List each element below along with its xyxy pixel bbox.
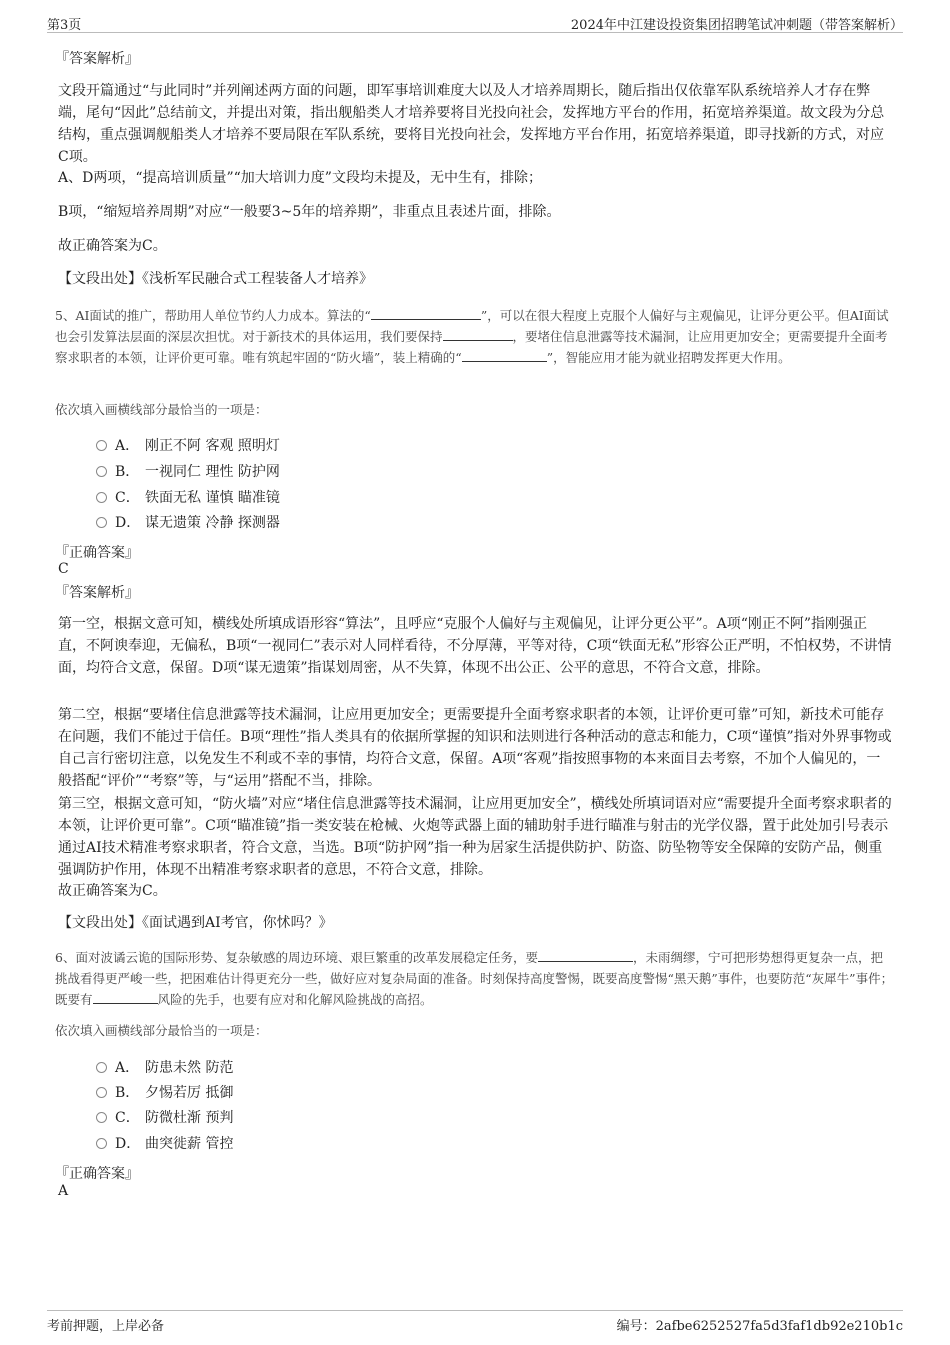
radio-icon[interactable] [96,1062,107,1073]
option-c[interactable] [96,488,280,508]
source-citation: 【文段出处】《浅析军民融合式工程装备人才培养》 [58,271,373,287]
fill-blank [538,949,633,962]
option-text: 铁面无私 谨慎 瞄准镜 [145,490,280,506]
document-id: 编号：2afbe6252527fa5d3faf1db92e210b1c [616,1319,903,1334]
option-d[interactable] [96,513,280,533]
analysis-paragraph: 文段开篇通过“与此同时”并列阐述两方面的问题，即军事培训难度大以及人才培养周期长，随后指出仅依靠军队系统培养人才存在弊端，尾句“因此”总结前文，并提出对策，指出舰船类人才培养要将目光投向社会，发挥地方平台的作用，拓宽培养渠道。故文段为分总结构，重点强调舰船类人才培养不要局限在军队系统，要将目光投向社会，发挥地方平台作用，拓宽培养渠道，即寻找新的方式，对应C项。 [58,83,885,165]
question-text-part: ”，智能应用才能为就业招聘发挥更大作用。 [546,350,791,365]
question-text-part: 风险的先手，也要有应对和化解风险挑战的高招。 [157,992,433,1007]
answer-label: 『正确答案』 [55,545,139,561]
option-text: 夕惕若厉 抵御 [145,1085,234,1101]
analysis-conclusion: 故正确答案为C。 [58,238,167,254]
option-c[interactable] [96,1108,233,1128]
option-text: 谋无遗策 冷静 探测器 [145,515,280,531]
footer-slogan: 考前押题，上岸必备 [47,1319,165,1334]
radio-icon[interactable] [96,517,107,528]
page-number: 第3页 [47,18,82,33]
option-letter: D． [115,515,141,531]
radio-icon[interactable] [96,492,107,503]
radio-icon[interactable] [96,1138,107,1149]
correct-answer: C [58,561,69,577]
option-letter: A． [115,438,140,454]
question-prompt: 依次填入画横线部分最恰当的一项是： [55,1023,268,1038]
fill-blank [462,349,547,362]
option-text: 刚正不阿 客观 照明灯 [145,438,280,454]
option-b[interactable] [96,1083,233,1103]
radio-icon[interactable] [96,1087,107,1098]
analysis-label: 『答案解析』 [55,51,139,67]
radio-icon[interactable] [96,466,107,477]
analysis-label: 『答案解析』 [55,585,139,601]
question-text-part: 6、面对波谲云诡的国际形势、复杂敏感的周边环境、艰巨繁重的改革发展稳定任务，要 [55,950,538,965]
option-letter: A． [115,1060,140,1076]
option-d[interactable] [96,1134,233,1154]
correct-answer: A [58,1183,69,1199]
question-6-text [55,947,895,1010]
analysis-paragraph: 第二空，根据“要堵住信息泄露等技术漏洞，让应用更加安全；更需要提升全面考察求职者的本领，让评价更可靠”可知，新技术可能存在问题，我们不能过于信任。B项“理性”指人类具有的依据所掌握的知识和法则进行各种活动的意志和能力，C项“谨慎”指对外界事物或自己言行密切注意，以免发生不利或不幸的事情，均符合文意，保留。A项“客观”指按照事物的本来面目去考察，不加个人偏见的，一般搭配“评价”“考察”等，与“运用”搭配不当，排除。 [58,707,892,789]
analysis-paragraph: B项，“缩短培养周期”对应“一般要3~5年的培养期”，非重点且表述片面，排除。 [58,204,561,220]
option-text: 防患未然 防范 [145,1060,234,1076]
option-letter: C． [115,1110,140,1126]
option-a[interactable] [96,436,280,456]
option-b[interactable] [96,462,280,482]
option-text: 防微杜渐 预判 [145,1110,234,1126]
option-a[interactable] [96,1058,233,1078]
option-text: 曲突徙薪 管控 [145,1136,234,1152]
question-prompt: 依次填入画横线部分最恰当的一项是： [55,402,268,417]
analysis-paragraph: A、D两项，“提高培训质量”“加大培训力度”文段均未提及，无中生有，排除； [58,170,542,186]
analysis-paragraph: 第三空，根据文意可知，“防火墙”对应“堵住信息泄露等技术漏洞，让应用更加安全”，横线处所填词语对应“需要提升全面考察求职者的本领，让评价更可靠”。C项“瞄准镜”指一类安装在枪械、火炮等武器上面的辅助射手进行瞄准与射击的光学仪器，置于此处加引号表示通过AI技术精准考察求职者，符合文意，当选。B项“防护网”指一种为居家生活提供防护、防盗、防坠物等安全保障的安防产品，侧重强调防护作用，体现不出精准考察求职者的意思，不符合文意，排除。 [58,796,892,878]
answer-label: 『正确答案』 [55,1166,139,1182]
page-header [47,12,903,33]
radio-icon[interactable] [96,1112,107,1123]
question-text-part: ，未雨绸缪，宁可把形势想得更复杂一点，把挑战看得更严峻一些，把困难估计得更充分一些，做好应对复杂局面的准备。时刻保持高度警惕，既要高度警惕“黑天鹅”事件，也要防范“灰犀牛”事件；既要有 [55,950,894,1007]
page-footer [47,1310,903,1333]
source-citation: 【文段出处】《面试遇到AI考官，你怵吗？》 [58,915,333,931]
analysis-paragraph: 第一空，根据文意可知，横线处所填成语形容“算法”，且呼应“克服个人偏好与主观偏见，让评分更公平”。A项“刚正不阿”指刚强正直，不阿谀奉迎，无偏私，B项“一视同仁”表示对人同样看待，不分厚薄，平等对待，C项“铁面无私”形容公正严明，不怕权势，不讲情面，均符合文意，保留。D项“谋无遗策”指谋划周密，从不失算，体现不出公正、公平的意思，不符合文意，排除。 [58,616,892,676]
option-letter: C． [115,490,140,506]
fill-blank [371,307,481,320]
question-text-part: ”，可以在很大程度上克服个人偏好与主观偏见，让评分更公平。但AI面试也会引发算法层面的深层次担忧。对于新技术的具体运用，我们要保持 [55,308,889,344]
radio-icon[interactable] [96,440,107,451]
analysis-conclusion: 故正确答案为C。 [58,883,167,899]
option-letter: B． [115,464,140,480]
option-letter: D． [115,1136,141,1152]
fill-blank [443,328,513,341]
question-5-text [55,305,895,368]
option-text: 一视同仁 理性 防护网 [145,464,280,480]
option-letter: B． [115,1085,140,1101]
question-text-part: 5、AI面试的推广，帮助用人单位节约人力成本。算法的“ [55,308,371,323]
question-text-part: ，要堵住信息泄露等技术漏洞，让应用更加安全；更需要提升全面考察求职者的本领，让评价更可靠。唯有筑起牢固的“防火墙”，装上精确的“ [55,329,888,365]
fill-blank [93,991,158,1004]
document-title: 2024年中江建设投资集团招聘笔试冲刺题（带答案解析） [570,18,903,33]
